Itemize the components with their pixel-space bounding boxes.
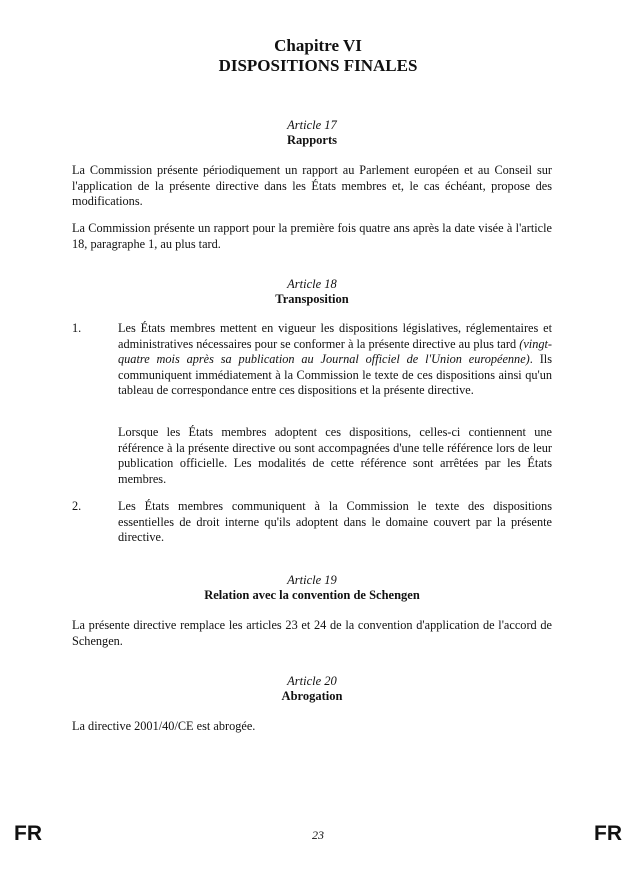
item-text-before: Les États membres mettent en vigueur les dispositions législatives, réglementaires et administratives nécessaires pour se conformer à la présente directive au plus tard xyxy=(118,321,552,351)
chapter-title: DISPOSITIONS FINALES xyxy=(218,56,418,75)
item-text: Lorsque les États membres adoptent ces dispositions, celles-ci contiennent une référence à la présente directive ou sont accompagnées d'une telle référence lors de leur publication officielle. Les modalités de cette référence sont arrêtées par les États membres. xyxy=(118,425,552,486)
article-20-paragraph-1: La directive 2001/40/CE est abrogée. xyxy=(72,719,256,733)
article-18-heading xyxy=(72,277,552,307)
item-text xyxy=(118,321,552,399)
article-number: Article 20 xyxy=(287,674,337,688)
article-19-paragraph-1: La présente directive remplace les articles 23 et 24 de la convention d'application de l'accord de Schengen. xyxy=(72,618,552,648)
article-title: Rapports xyxy=(286,133,337,147)
item-text-italic: (vingt-quatre mois après sa publication au Journal officiel de l'Union européenne) xyxy=(118,336,552,366)
chapter-number: Chapitre VI xyxy=(274,36,362,55)
article-number: Article 17 xyxy=(287,118,337,132)
article-17-paragraph-2: La Commission présente un rapport pour la première fois quatre ans après la date visée à l'article 18, paragraphe 1, au plus tard. xyxy=(72,221,552,251)
article-title: Abrogation xyxy=(281,689,343,703)
footer-language-right: FR xyxy=(594,822,622,845)
article-number: Article 18 xyxy=(287,277,337,291)
item-text: Les États membres communiquent à la Commission le texte des dispositions essentielles de droit interne qu'ils adoptent dans le domaine couvert par la présente directive. xyxy=(118,499,552,544)
article-20-heading xyxy=(72,674,552,704)
item-number: 1. xyxy=(72,321,82,335)
article-19-heading xyxy=(72,573,552,603)
article-title: Relation avec la convention de Schengen xyxy=(204,588,420,602)
chapter-heading xyxy=(0,36,636,76)
page-number: 23 xyxy=(312,828,324,842)
article-number: Article 19 xyxy=(287,573,337,587)
item-number: 2. xyxy=(72,499,82,513)
footer-language-left: FR xyxy=(14,822,42,845)
article-17-paragraph-1: La Commission présente périodiquement un rapport au Parlement européen et au Conseil sur l'application de la présente directive dans les États membres et, le cas échéant, propose des modifications. xyxy=(72,163,552,208)
article-17-heading xyxy=(72,118,552,148)
item-text-after: . Ils communiquent immédiatement à la Commission le texte de ces dispositions ainsi qu'un tableau de correspondance entre ces dispositions et la présente directive. xyxy=(118,352,552,397)
article-title: Transposition xyxy=(275,292,349,306)
